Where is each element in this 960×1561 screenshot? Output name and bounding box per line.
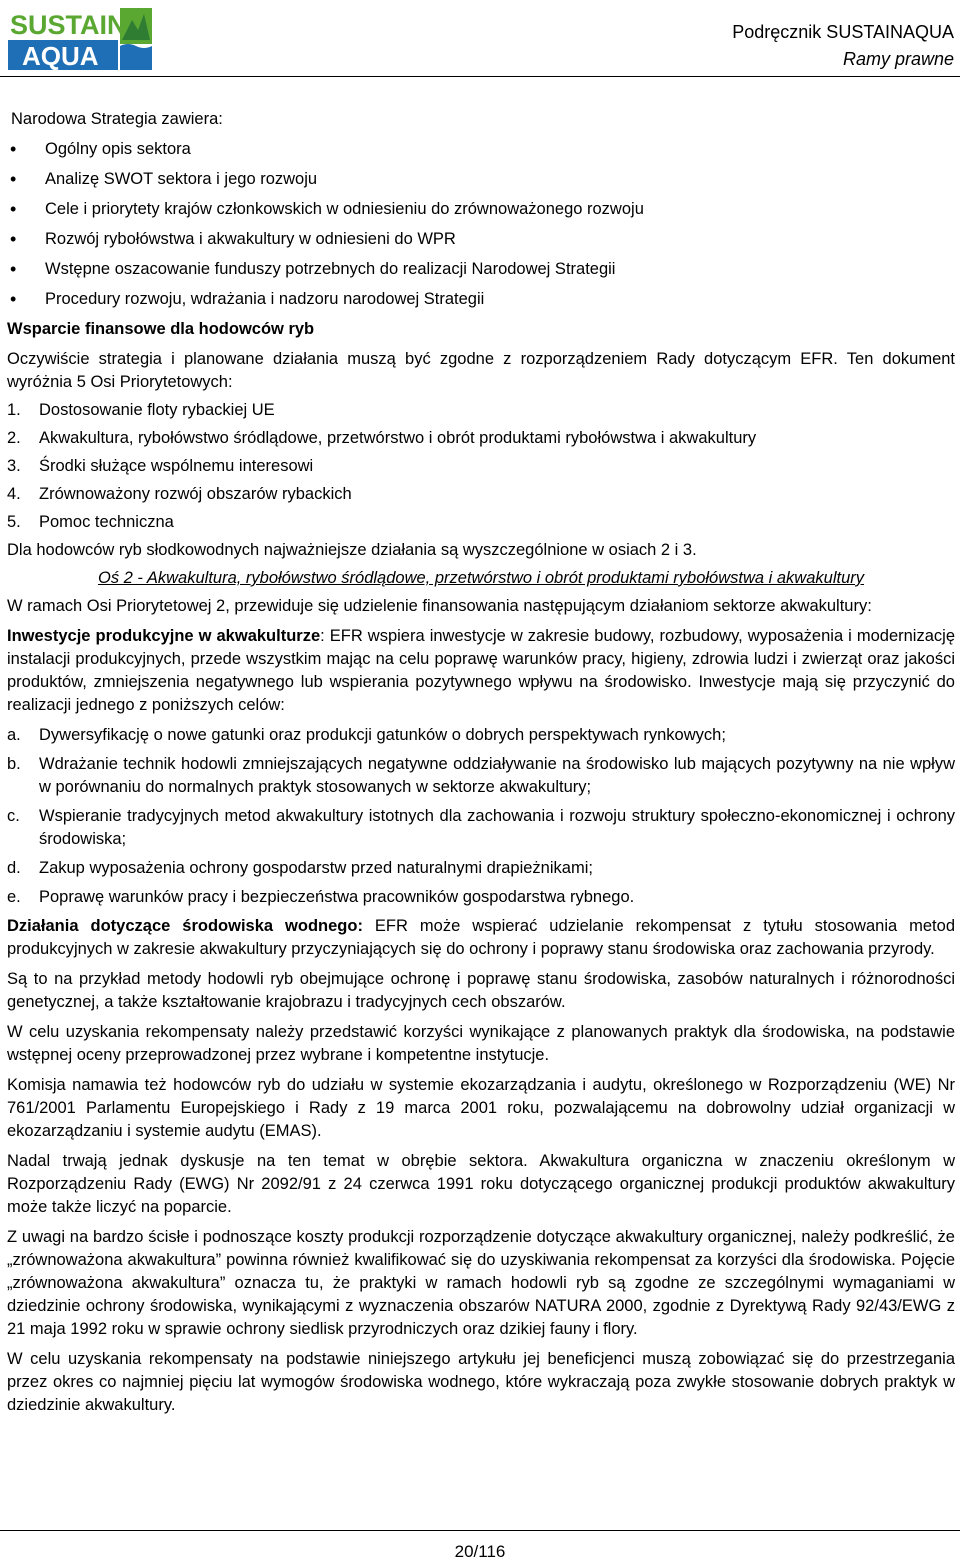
- axis-item: [7, 427, 955, 450]
- goal-item: [7, 805, 955, 851]
- axis-text: Środki służące wspólnemu interesowi: [39, 457, 314, 475]
- section-heading: Wsparcie finansowe dla hodowców ryb: [7, 320, 315, 338]
- section-paragraph: Oczywiście strategia i planowane działania muszą być zgodne z rozporządzeniem Rady dotyczącym EFR. Ten dokument wyróżnia 5 Osi Priorytetowych:: [7, 350, 955, 391]
- goal-item: [7, 886, 955, 909]
- axis-number: 1.: [7, 401, 21, 419]
- document-title: Podręcznik SUSTAINAQUA: [732, 22, 954, 42]
- header-titles: [732, 20, 954, 71]
- water-environment-lead: Działania dotyczące środowiska wodnego:: [7, 917, 363, 935]
- section-subtitle: Ramy prawne: [842, 49, 954, 69]
- priority-axes-list: [7, 399, 955, 534]
- axes-note: Dla hodowców ryb słodkowodnych najważniejsze działania są wyszczególnione w osiach 2 i 3.: [7, 541, 697, 559]
- bullet-item: • Procedury rozwoju, wdrażania i nadzoru narodowej Strategii: [7, 288, 955, 311]
- goal-text: Zakup wyposażenia ochrony gospodarstw przed naturalnymi drapieżnikami;: [39, 859, 593, 877]
- axis-text: Pomoc techniczna: [39, 513, 174, 531]
- axis-text: Dostosowanie floty rybackiej UE: [39, 401, 275, 419]
- body-paragraph: W celu uzyskania rekompensaty na podstawie niniejszego artykułu jej beneficjenci muszą zobowiązać się do przestrzegania przez okres co najmniej pięciu lat wymogów środowiska wodnego, które wykraczają poza zwykłe stosowanie dobrych praktyk w dziedzinie akwakultury.: [7, 1350, 955, 1414]
- strategy-intro: Narodowa Strategia zawiera:: [11, 110, 223, 128]
- goal-item: [7, 857, 955, 880]
- axis2-intro: W ramach Osi Priorytetowej 2, przewiduje się udzielenie finansowania następującym działaniom sektorze akwakultury:: [7, 597, 872, 615]
- axis-item: [7, 483, 955, 506]
- goal-item: [7, 753, 955, 799]
- goal-text: Wdrażanie technik hodowli zmniejszających negatywne oddziaływanie na środowisko lub mających pozytywny na nie wpływ w porównaniu do normalnych praktyk stosowanych w sektorze akwakultury;: [39, 755, 955, 796]
- logo-text-aqua: AQUA: [22, 41, 99, 70]
- axis2-heading: Oś 2 - Akwakultura, rybołówstwo śródlądowe, przetwórstwo i obrót produktami rybołówstwa i akwakultury: [97, 569, 865, 587]
- goal-item: [7, 724, 955, 747]
- body-paragraph: Komisja namawia też hodowców ryb do udziału w systemie ekozarządzania i audytu, określonego w Rozporządzeniu (WE) Nr 761/2001 Parlamentu Europejskiego i Rady z 19 marca 2001 roku, pozwalającemu na dobrowolny udział organizacji w ekozarządzaniu i systemie audytu (EMAS).: [7, 1076, 955, 1140]
- axis-item: [7, 399, 955, 422]
- axis-number: 3.: [7, 457, 21, 475]
- goal-letter: b.: [7, 755, 21, 773]
- axis-number: 2.: [7, 429, 21, 447]
- body-paragraph: W celu uzyskania rekompensaty należy przedstawić korzyści wynikające z planowanych praktyk dla środowiska, na podstawie wstępnej oceny przeprowadzonej przez wybrane i kompetentne instytucje.: [7, 1023, 955, 1064]
- goal-text: Poprawę warunków pracy i bezpieczeństwa pracowników gospodarstwa rybnego.: [39, 888, 635, 906]
- footer-divider: [0, 1530, 960, 1531]
- axis-number: 5.: [7, 513, 21, 531]
- axis-text: Akwakultura, rybołówstwo śródlądowe, przetwórstwo i obrót produktami rybołówstwa i akwakultury: [39, 429, 757, 447]
- goal-text: Wspieranie tradycyjnych metod akwakultury istotnych dla zachowania i rozwoju struktury społeczno-ekonomicznej i ochrony środowiska;: [39, 807, 955, 848]
- bullet-item: • Wstępne oszacowanie funduszy potrzebnych do realizacji Narodowej Strategii: [7, 258, 955, 281]
- investments-paragraph: [7, 625, 955, 717]
- sustainaqua-logo: [8, 6, 154, 70]
- logo-text-sustain: SUSTAIN: [10, 10, 127, 40]
- page-number: 20/116: [454, 1542, 506, 1561]
- logo-wave-icon: [120, 44, 152, 70]
- goal-letter: e.: [7, 888, 21, 906]
- body-paragraph: Nadal trwają jednak dyskusje na ten temat w obrębie sektora. Akwakultura organiczna w znaczeniu określonym w Rozporządzeniu Rady (EWG) Nr 2092/91 z 24 czerwca 1991 roku dotyczącego organicznej produkcji produktów akwakultury może także liczyć na poparcie.: [7, 1152, 955, 1216]
- bullet-item: • Ogólny opis sektora: [7, 138, 955, 161]
- bullet-item: • Cele i priorytety krajów członkowskich w odniesieniu do zrównoważonego rozwoju: [7, 198, 955, 221]
- axis-text: Zrównoważony rozwój obszarów rybackich: [39, 485, 352, 503]
- axis-item: [7, 511, 955, 534]
- investments-lead: Inwestycje produkcyjne w akwakulturze: [7, 627, 321, 645]
- document-body: [7, 108, 955, 1424]
- body-paragraph: Z uwagi na bardzo ścisłe i podnoszące koszty produkcji rozporządzenie dotyczące akwakultury organicznej, należy podkreślić, że „zrównoważona akwakultura” powinna również kwalifikować się do uzyskiwania rekompensat za korzyści dla środowiska. Pojęcie „zrównoważona akwakultura” oznacza tu, że praktyki w ramach hodowli ryb są zgodne ze szczególnymi wymaganiami w dziedzinie ochrony środowiska, wynikającymi z wyznaczenia obszarów NATURA 2000, zgodnie z Dyrektywą Rady 92/43/EWG z 21 maja 1992 roku w sprawie ochrony siedlisk przyrodniczych oraz dzikiej fauny i flory.: [7, 1228, 955, 1338]
- logo-graphic: [8, 6, 154, 70]
- goal-letter: c.: [7, 807, 20, 825]
- bullet-item: • Rozwój rybołówstwa i akwakultury w odniesieni do WPR: [7, 228, 955, 251]
- page-header: [0, 0, 960, 90]
- goal-letter: d.: [7, 859, 21, 877]
- goal-text: Dywersyfikację o nowe gatunki oraz produkcji gatunków o dobrych perspektywach rynkowych;: [39, 726, 726, 744]
- axis-item: [7, 455, 955, 478]
- water-environment-paragraph: [7, 915, 955, 961]
- bullet-item: • Analizę SWOT sektora i jego rozwoju: [7, 168, 955, 191]
- axis-number: 4.: [7, 485, 21, 503]
- strategy-bullet-list: [7, 138, 955, 311]
- body-paragraph: Są to na przykład metody hodowli ryb obejmujące ochronę i poprawę stanu środowiska, zasobów naturalnych i różnorodności genetycznej, a także kształtowanie krajobrazu i tradycyjnych cech obszarów.: [7, 970, 955, 1011]
- investment-goals-list: [7, 724, 955, 909]
- investments-text: : EFR wspiera inwestycje w zakresie budowy, rozbudowy, wyposażenia i modernizację instalacji produkcyjnych, przede wszystkim mając na celu poprawę warunków pracy, higieny, zdrowia ludzi i zwierząt oraz jakości produktów, zmniejszenia negatywnego lub wspierania pozytywnego wpływu na środowisko. Inwestycje mają się przyczynić do realizacji jednego z poniższych celów:: [7, 627, 955, 714]
- header-divider: [0, 76, 960, 77]
- goal-letter: a.: [7, 726, 21, 744]
- water-environment-text: EFR może wspierać udzielanie rekompensat z tytułu stosowania metod produkcyjnych w zakresie akwakultury przyczyniających się do ochrony i poprawy stanu środowiska oraz zachowania przyrody.: [7, 917, 955, 958]
